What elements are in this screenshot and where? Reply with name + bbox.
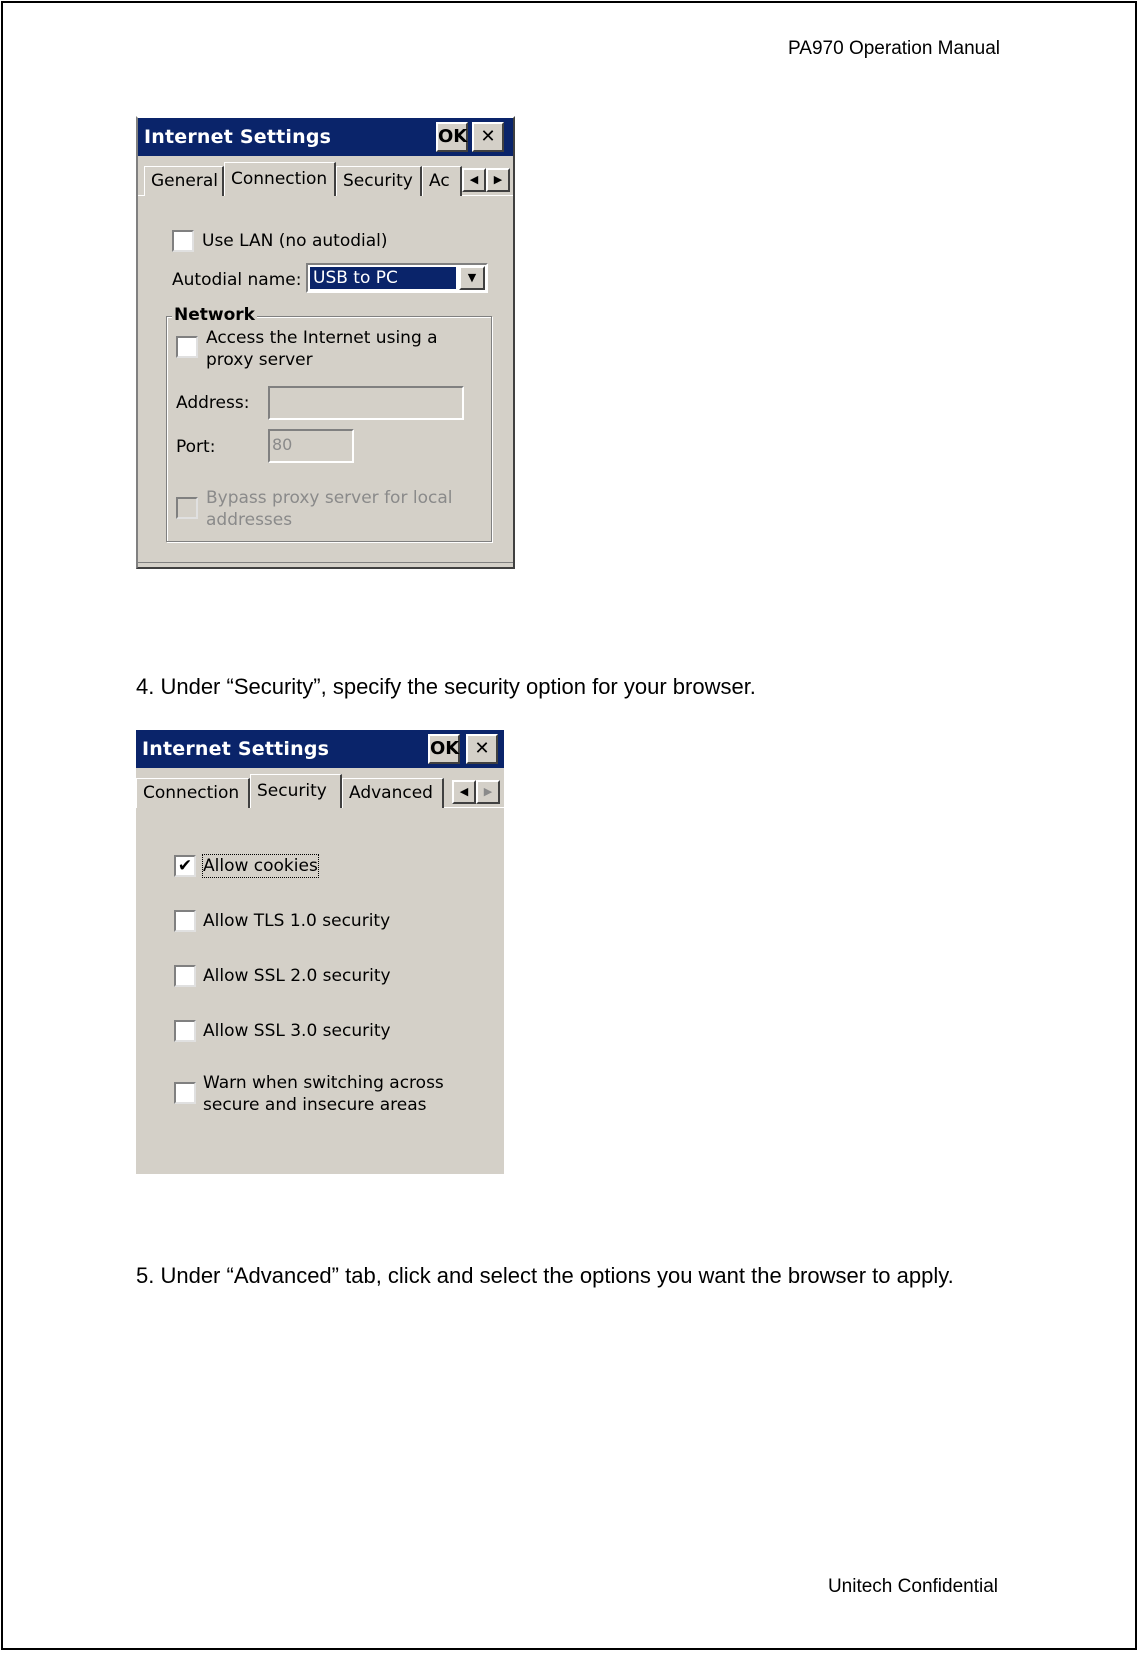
tab-strip [136, 774, 504, 808]
dialog-title: Internet Settings [144, 126, 332, 148]
header-title: PA970 Operation Manual [788, 38, 1000, 59]
allow-cookies-label: Allow cookies [203, 856, 318, 876]
close-button[interactable] [472, 122, 504, 152]
chevron-left-icon: ◀ [469, 173, 479, 186]
allow-ssl3-checkbox[interactable] [174, 1020, 196, 1042]
allow-cookies-checkbox[interactable] [174, 855, 196, 877]
tab-scroll-left[interactable] [462, 168, 486, 192]
ok-button[interactable]: OK [436, 122, 468, 152]
chevron-left-icon: ◀ [459, 785, 469, 798]
close-icon: ✕ [480, 126, 496, 147]
autodial-label: Autodial name: [172, 270, 302, 290]
title-bar [136, 730, 504, 768]
port-label: Port: [176, 437, 216, 457]
step-4-text: 4. Under “Security”, specify the security option for your browser. [136, 674, 756, 699]
allow-ssl2-label: Allow SSL 2.0 security [203, 966, 391, 986]
dropdown-button[interactable] [459, 266, 485, 290]
tab-security[interactable]: Security [336, 166, 422, 196]
autodial-value: USB to PC [310, 267, 456, 289]
proxy-checkbox[interactable] [176, 336, 198, 358]
close-icon: ✕ [474, 738, 490, 759]
ok-button[interactable]: OK [428, 734, 460, 764]
tab-scroll-right[interactable] [486, 168, 510, 192]
step-5-text: 5. Under “Advanced” tab, click and select the options you want the browser to apply. [136, 1263, 954, 1288]
tab-scroll-left[interactable] [452, 780, 476, 804]
allow-tls-checkbox[interactable] [174, 910, 196, 932]
footer-text: Unitech Confidential [827, 1576, 998, 1597]
tab-connection[interactable]: Connection [224, 162, 336, 196]
chevron-down-icon: ▼ [467, 271, 477, 284]
tab-strip [138, 162, 513, 196]
address-label: Address: [176, 393, 250, 413]
dialog-title: Internet Settings [142, 738, 330, 760]
warn-switching-checkbox[interactable] [174, 1082, 196, 1104]
check-icon: ✔ [177, 856, 193, 876]
chevron-right-icon: ▶ [493, 173, 503, 186]
tab-general[interactable]: General [144, 166, 224, 196]
internet-settings-dialog-security [136, 730, 504, 1174]
autodial-select[interactable] [306, 263, 488, 293]
use-lan-checkbox[interactable] [172, 230, 194, 252]
title-bar [138, 118, 513, 156]
tab-security[interactable]: Security [250, 774, 342, 808]
bypass-checkbox[interactable] [176, 497, 198, 519]
warn-switching-label: Warn when switching across secure and insecure areas [203, 1073, 444, 1115]
bypass-label: Bypass proxy server for local addresses [206, 488, 453, 530]
proxy-label: Access the Internet using a proxy server [206, 328, 438, 370]
network-group-title: Network [174, 305, 255, 325]
address-input[interactable] [268, 386, 464, 420]
chevron-right-icon: ▶ [483, 785, 493, 798]
internet-settings-dialog-connection [136, 116, 515, 569]
tab-connection[interactable]: Connection [136, 778, 250, 808]
dialog-bottom-edge [138, 562, 513, 567]
allow-ssl3-label: Allow SSL 3.0 security [203, 1021, 391, 1041]
allow-ssl2-checkbox[interactable] [174, 965, 196, 987]
use-lan-label: Use LAN (no autodial) [202, 231, 388, 251]
tab-advanced-partial[interactable]: Ac [422, 166, 462, 196]
port-input[interactable]: 80 [268, 429, 354, 463]
close-button[interactable] [466, 734, 498, 764]
tab-advanced[interactable]: Advanced [342, 778, 444, 808]
allow-tls-label: Allow TLS 1.0 security [203, 911, 391, 931]
tab-scroll-right[interactable] [476, 780, 500, 804]
